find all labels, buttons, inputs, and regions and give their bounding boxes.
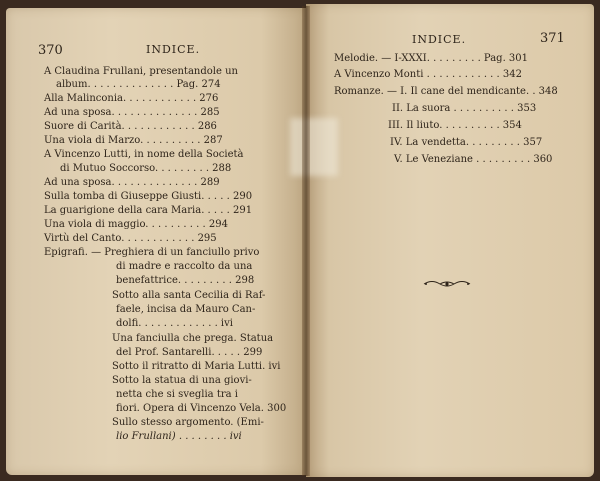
right-page-number: 371 [540,31,565,46]
index-entry: Una viola di Marzo. . . . . . . . . . 287 [44,135,223,146]
index-entry: Epigrafi. — Preghiera di un fanciullo privo [44,247,260,258]
index-entry: Una fanciulla che prega. Statua [112,333,274,344]
index-entry: Suore di Carità. . . . . . . . . . . . 286 [44,121,217,132]
printers-ornament-icon [422,278,472,290]
index-entry: del Prof. Santarelli. . . . . 299 [116,347,263,358]
index-entry: A Vincenzo Lutti, in nome della Società [44,149,244,160]
index-entry: lio Frullani) . . . . . . . . ivi [116,431,242,442]
index-entry: Alla Malinconia. . . . . . . . . . . . 276 [44,93,219,104]
left-page-number: 370 [38,43,63,58]
index-entry: V. Le Veneziane . . . . . . . . . 360 [394,154,553,165]
index-entry: album. . . . . . . . . . . . . . Pag. 274 [56,79,221,90]
index-entry: faele, incisa da Mauro Can- [116,304,256,315]
index-entry: Sotto alla santa Cecilia di Raf- [112,290,266,301]
index-entry: Ad una sposa. . . . . . . . . . . . . . 285 [44,107,220,118]
index-entry: Romanze. — I. Il cane del mendicante. . 348 [334,86,558,97]
index-entry: benefattrice. . . . . . . . . 298 [116,275,255,286]
index-entry: Ad una sposa. . . . . . . . . . . . . . 289 [44,177,220,188]
index-entry: di Mutuo Soccorso. . . . . . . . . 288 [60,163,232,174]
paper-stain [290,118,338,176]
index-entry: A Claudina Frullani, presentandole un [44,66,238,77]
index-entry: A Vincenzo Monti . . . . . . . . . . . . 342 [334,69,522,80]
left-page-header: INDICE. [146,43,201,56]
index-entry: III. Il liuto. . . . . . . . . . 354 [388,120,522,131]
index-entry: dolfi. . . . . . . . . . . . . ivi [116,318,233,329]
index-entry: Virtù del Canto. . . . . . . . . . . . 295 [44,233,217,244]
index-entry: Sotto il ritratto di Maria Lutti. ivi [112,361,281,372]
index-entry: netta che si sveglia tra i [116,389,238,400]
index-entry: fiori. Opera di Vincenzo Vela. 300 [116,403,287,414]
index-entry: Sullo stesso argomento. (Emi- [112,417,264,428]
book-gutter [302,6,310,476]
index-entry: di madre e raccolto da una [116,261,253,272]
index-entry: Sulla tomba di Giuseppe Giusti. . . . . 290 [44,191,253,202]
index-entry: Sotto la statua di una giovi- [112,375,252,386]
index-entry: II. La suora . . . . . . . . . . 353 [392,103,537,114]
right-page-header: INDICE. [412,33,467,46]
index-entry: La guarigione della cara Maria. . . . . 291 [44,205,253,216]
index-entry: IV. La vendetta. . . . . . . . . 357 [390,137,543,148]
index-entry: Melodie. — I-XXXI. . . . . . . . . Pag. 301 [334,53,529,64]
index-entry: Una viola di maggio. . . . . . . . . . 294 [44,219,228,230]
